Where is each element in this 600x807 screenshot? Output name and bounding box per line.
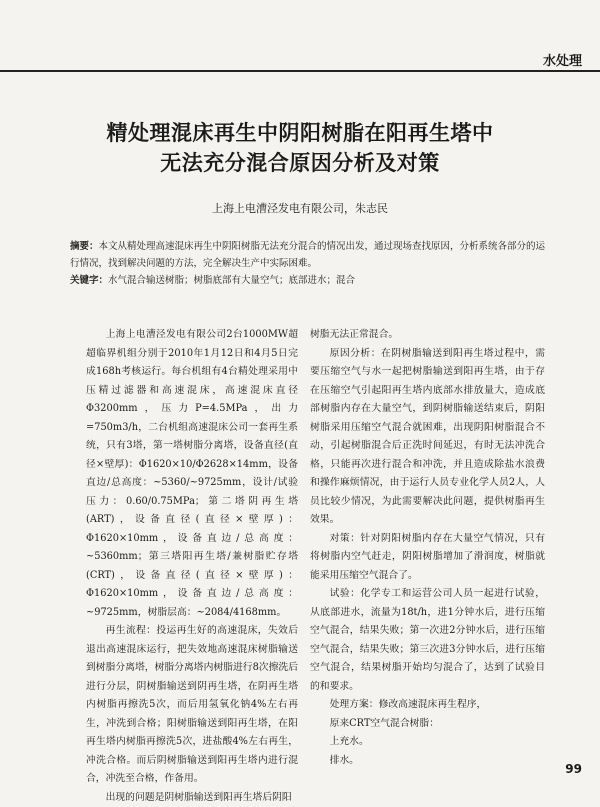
header-rule [0,70,600,72]
abstract-label: 摘要： [70,241,99,252]
paragraph: 对策：针对阴阳树脂内存在大量空气情况，只有将树脂内空气赶走，阴阳树脂增加了滑润度，树脂就能采用压缩空气混合了。 [310,530,545,586]
title-line-1: 精处理混床再生中阴阳树脂在阳再生塔中 [0,118,600,148]
keywords-text: 水气混合输送树脂；树脂底部有大量空气；底部进水；混合 [108,275,355,286]
right-column [310,326,545,770]
author-line: 上海上电漕泾发电有限公司，朱志民 [0,200,600,216]
paragraph: 原因分析：在阴树脂输送到阳再生塔过程中，需要压缩空气与水一起把树脂输送到阳再生塔，由于存在压缩空气引起阳再生塔内底部水排放量大，造成底部树脂内存在大量空气，到阴树脂输送结束后，阴阳树脂采用压缩空气混合就困难，出现阴阳树脂混合不动，引起树脂混合后正洗时间延迟，有时无法冲洗合格，只能再次进行混合和冲洗，并且造成除盐水浪费和操作麻烦情况，由于运行人员专业化学人员2人，人员比较少情况，为此需要解决此问题，提供树脂再生效果。 [310,345,545,530]
page-number: 99 [565,762,582,776]
abstract-text: 本文从精处理高速混床再生中阴阳树脂无法充分混合的情况出发，通过现场查找原因，分析系统各部分的运行情况，找到解决问题的方法，完全解决生产中实际困难。 [70,241,545,269]
left-column [86,326,298,807]
title-line-2: 无法充分混合原因分析及对策 [0,148,600,178]
paragraph: 排水。 [310,752,545,771]
paragraph: 上海上电漕泾发电有限公司2台1000MW超超临界机组分别于2010年1月12日和4月5日完成168h考核运行。每台机组有4台精处理采用中压精过滤器和高速混床，高速混床直径Φ3200mm，压力P=4.5MPa，出力=750m3/h，二台机组高速混床公司一套再生系统，只有3塔，第一塔树脂分离塔，设备直径(直径×壁厚)：Φ1620×10/Φ2628×14mm，设备直边/总高度：~5360/~9725mm，设计/试验压力：0.60/0.75MPa；第二塔阴再生塔(ART)，设备直径(直径×壁厚)：Φ1620×10mm，设备直边/总高度：~5360mm；第三塔阳再生塔/兼树脂贮存塔(CRT)，设备直径(直径×壁厚)：Φ1620×10mm，设备直边/总高度：~9725mm，树脂层高：~2084/4168mm。 [86,326,298,622]
paragraph: 上充水。 [310,733,545,752]
paragraph: 处理方案：修改高速混床再生程序， [310,696,545,715]
keywords-paragraph [70,272,552,289]
paragraph: 出现的问题是阴树脂输送到阳再生塔后阴阳 [86,789,298,807]
section-tag: 水处理 [543,50,582,69]
paragraph: 试验：化学专工和运营公司人员一起进行试验，从底部进水，流量为18t/h，进1分钟水后，进行压缩空气混合，结果失败；第一次进2分钟水后，进行压缩空气混合，结果失败；第三次进3分钟水后，进行压缩空气混合，结果树脂开始均匀混合了，达到了试验目的和要求。 [310,585,545,696]
article-title [0,118,600,178]
keywords-label: 关键字： [70,275,108,286]
abstract-block [70,238,552,289]
paragraph: 原来CRT空气混合树脂： [310,715,545,734]
paragraph: 再生流程：投运再生好的高速混床，失效后退出高速混床运行，把失效地高速混床树脂输送到树脂分离塔，树脂分离塔内树脂进行8次擦洗后进行分层，阴树脂输送到阴再生塔，在阴再生塔内树脂再擦洗5次，而后用氢氧化钠4%左右再生，冲洗到合格；阳树脂输送到阳再生塔，在阳再生塔内树脂再擦洗5次，进盐酸4%左右再生，冲洗合格。而后阴树脂输送到阳再生塔内进行混合，冲洗至合格，作备用。 [86,622,298,789]
abstract-paragraph [70,238,552,272]
paragraph: 树脂无法正常混合。 [310,326,545,345]
